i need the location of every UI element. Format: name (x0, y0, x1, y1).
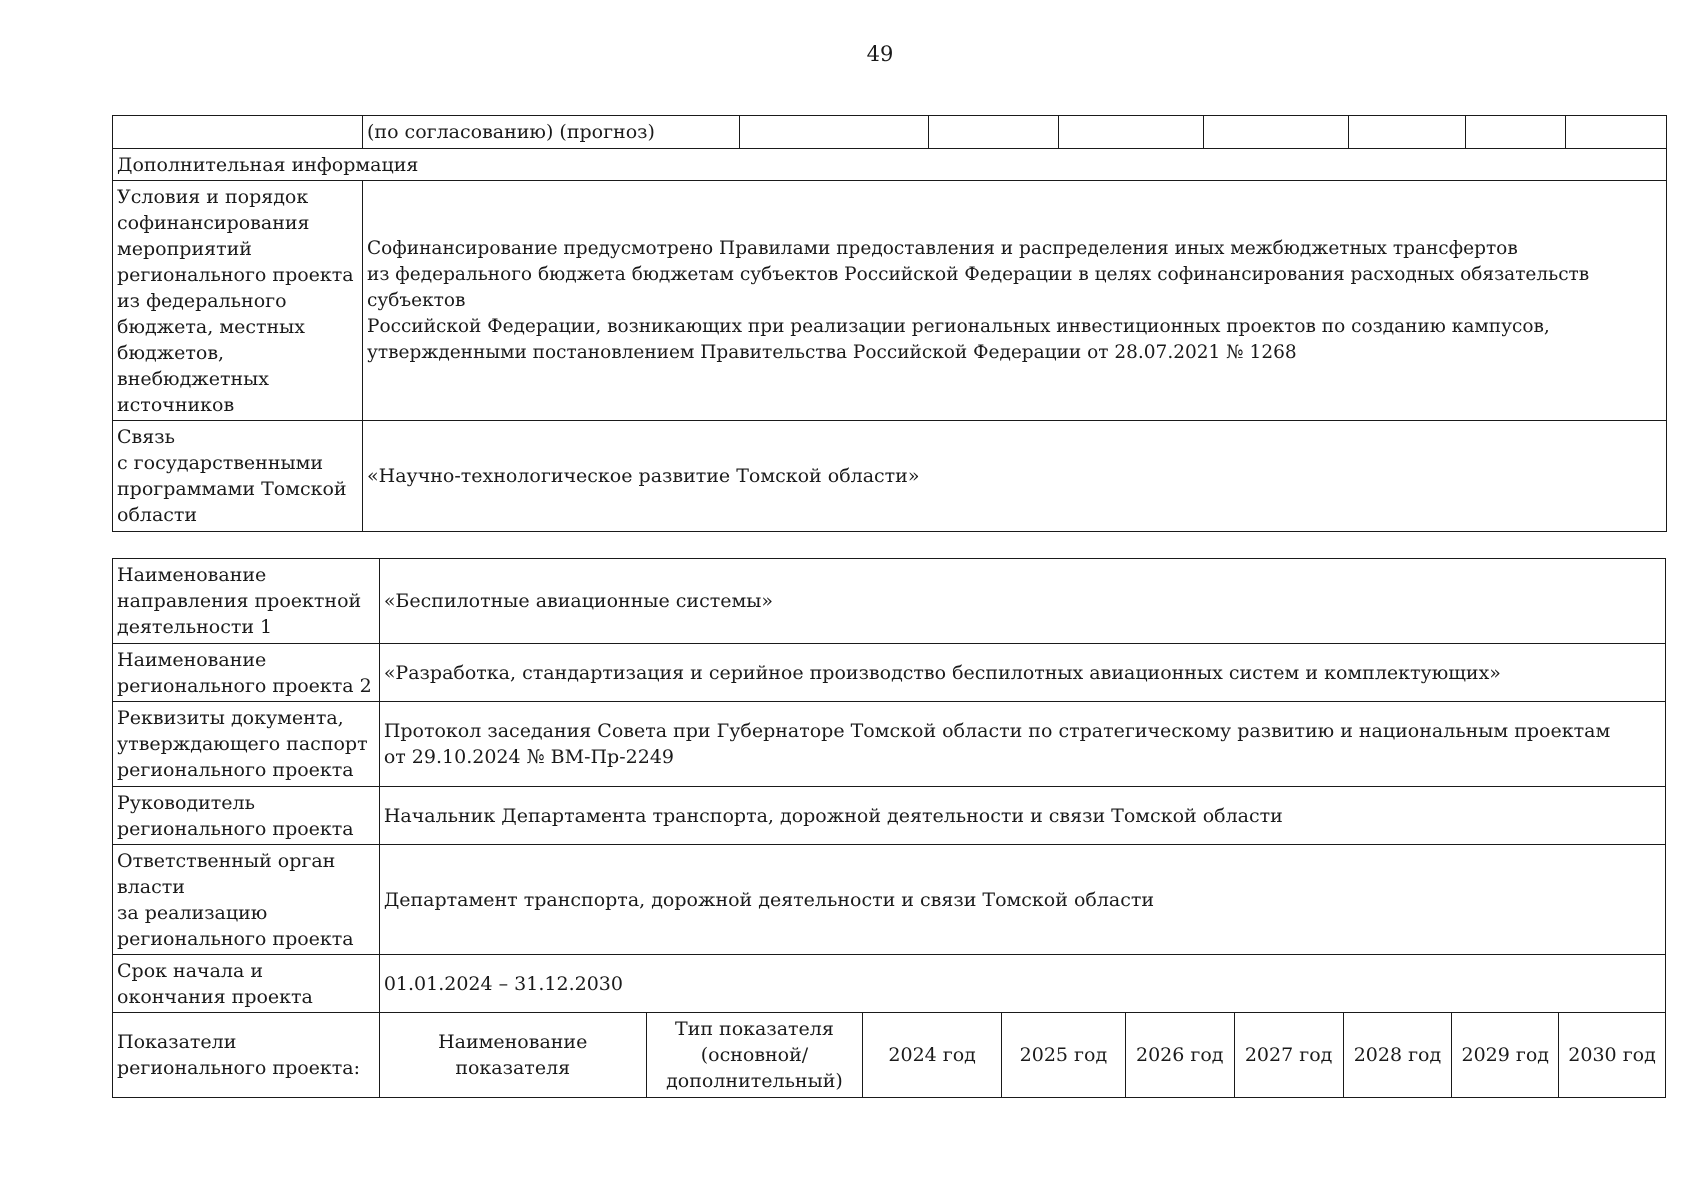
project-term-row (113, 955, 1666, 1013)
empty-cell (1059, 116, 1204, 149)
year-header-2029: 2029 год (1452, 1013, 1559, 1098)
responsible-authority-value: Департамент транспорта, дорожной деятельности и связи Томской области (379, 845, 1665, 955)
document-row (113, 702, 1666, 787)
project-passport-table (112, 558, 1666, 1098)
indicator-type-header: Тип показателя (основной/ дополнительный) (646, 1013, 863, 1098)
project-head-value: Начальник Департамента транспорта, дорожной деятельности и связи Томской области (379, 787, 1665, 845)
direction-row (113, 559, 1666, 644)
responsible-authority-row (113, 845, 1666, 955)
program-link-label: Связь с государственными программами Томской области (113, 421, 363, 532)
cofinancing-value: Софинансирование предусмотрено Правилами предоставления и распределения иных межбюджетных трансфертов из федерального бюджета бюджетам субъектов Российской Федерации в целях софинансирования расходных обязательств субъектов Российской Федерации, возникающих при реализации региональных инвестиционных проектов по созданию кампусов, утвержденными постановлением Правительства Российской Федерации от 28.07.2021 № 1268 (363, 181, 1667, 421)
additional-info-header: Дополнительная информация (113, 149, 1667, 181)
empty-cell (1566, 116, 1667, 149)
empty-cell (740, 116, 929, 149)
continuation-row (113, 116, 1667, 149)
year-header-2025: 2025 год (1002, 1013, 1126, 1098)
program-link-row (113, 421, 1667, 532)
project-term-label: Срок начала и окончания проекта (113, 955, 380, 1013)
project-term-value: 01.01.2024 – 31.12.2030 (379, 955, 1665, 1013)
direction-label: Наименование направления проектной деятельности 1 (113, 559, 380, 644)
direction-value: «Беспилотные авиационные системы» (379, 559, 1665, 644)
empty-cell (1204, 116, 1349, 149)
responsible-authority-label: Ответственный орган власти за реализацию регионального проекта (113, 845, 380, 955)
indicators-label: Показатели регионального проекта: (113, 1013, 380, 1098)
project-head-row (113, 787, 1666, 845)
page-number: 49 (866, 42, 894, 66)
cofinancing-row (113, 181, 1667, 421)
project-name-label: Наименование регионального проекта 2 (113, 644, 380, 702)
project-head-label: Руководитель регионального проекта (113, 787, 380, 845)
additional-info-header-row (113, 149, 1667, 181)
cofinancing-label: Условия и порядок софинансирования мероприятий регионального проекта из федерального бюджета, местных бюджетов, внебюджетных источников (113, 181, 363, 421)
empty-cell (1466, 116, 1566, 149)
project-name-value: «Разработка, стандартизация и серийное производство беспилотных авиационных систем и комплектующих» (379, 644, 1665, 702)
empty-cell (113, 116, 363, 149)
year-header-2030: 2030 год (1559, 1013, 1666, 1098)
document-label: Реквизиты документа, утверждающего паспорт регионального проекта (113, 702, 380, 787)
project-name-row (113, 644, 1666, 702)
indicators-header-row (113, 1013, 1666, 1098)
year-header-2028: 2028 год (1343, 1013, 1452, 1098)
empty-cell (1349, 116, 1466, 149)
empty-cell (929, 116, 1059, 149)
year-header-2024: 2024 год (863, 1013, 1002, 1098)
additional-info-table (112, 115, 1667, 532)
indicator-name-header: Наименование показателя (379, 1013, 646, 1098)
document-value: Протокол заседания Совета при Губернаторе Томской области по стратегическому развитию и национальным проектам от 29.10.2024 № ВМ-Пр-2249 (379, 702, 1665, 787)
year-header-2026: 2026 год (1125, 1013, 1234, 1098)
year-header-2027: 2027 год (1234, 1013, 1343, 1098)
program-link-value: «Научно-технологическое развитие Томской области» (363, 421, 1667, 532)
continuation-text: (по согласованию) (прогноз) (363, 116, 740, 149)
